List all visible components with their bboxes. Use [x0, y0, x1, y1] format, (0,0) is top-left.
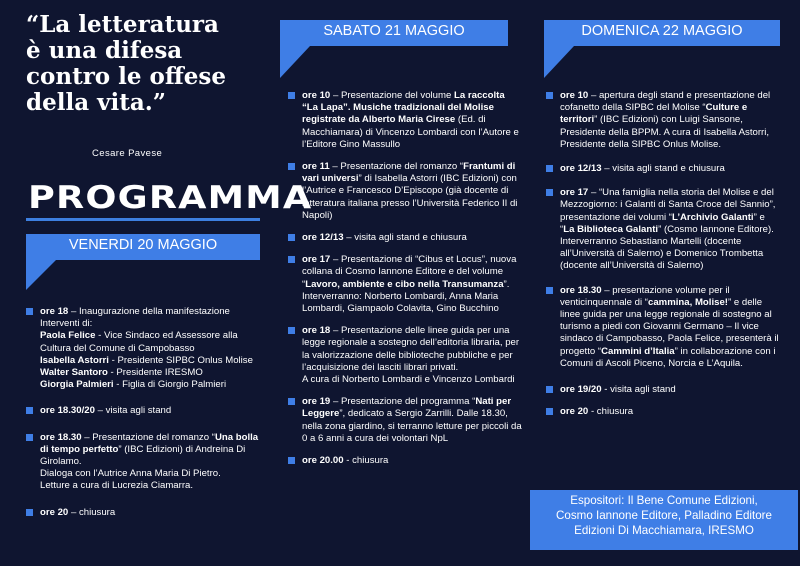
- event-item: [26, 405, 262, 417]
- bullet-icon: [546, 92, 553, 99]
- day-title: VENERDI 20 MAGGIO: [68, 237, 218, 253]
- event-text: [560, 163, 780, 175]
- event-text: [302, 325, 522, 374]
- event-time: ore 17: [560, 187, 589, 199]
- event-detail-line: Walter Santoro - Presidente IRESMO: [40, 367, 203, 379]
- day-title: DOMENICA 22 MAGGIO: [581, 23, 743, 39]
- quote-line: “La letteratura: [26, 11, 219, 38]
- event-description: – Inaugurazione della manifestazione: [68, 306, 230, 317]
- event-detail-line: Dialoga con l’Autrice Anna Maria Di Pietro.: [40, 468, 221, 480]
- espositori-line: Edizioni Di Macchiamara, IRESMO: [574, 524, 754, 537]
- event-time: ore 12/13: [560, 163, 602, 175]
- event-description: – Presentazione del romanzo “Una bolla di tempo perfetto” (IBC Edizioni) di Andreina Di Girolamo.: [40, 431, 259, 468]
- banner-pointer: [26, 260, 56, 290]
- event-description: – Presentazione di “Cibus et Locus”, nuova collana di Cosmo Iannone Editore e del volume “Lavoro, ambiente e cibo nella Transumanza”. Interverranno: Norberto Lombardi, Anna Maria Lombardi, Giampaolo Colavita, Gino Bucchino: [302, 254, 517, 315]
- event-description: – “Una famiglia nella storia del Molise e del Mezzogiorno: i Galanti di Santa Croce del Sannio”, presentazione dei volumi “L’Archivio Galanti” e “La Biblioteca Galanti” (Cosmo Iannone Editore). Interverranno Sebastiano Martelli (docente all’Università di Salerno) e Domenico Trombetta (docente all’Università di Salerno): [560, 187, 776, 272]
- event-description: – apertura degli stand e presentazione del cofanetto della SIPBC del Molise “Culture e territori” (IBC Edizioni) con Luigi Sansone, Presidente della BPPM. A cura di Isabella Astorri, Presidente della SIPBC Onlus Molise.: [560, 90, 771, 150]
- event-text: [560, 384, 780, 396]
- event-description: - chiusura: [343, 455, 389, 467]
- day-banner-friday: [26, 234, 260, 260]
- bullet-icon: [288, 398, 295, 405]
- event-time: ore 11: [302, 161, 330, 173]
- event-time: ore 19/20: [560, 384, 602, 396]
- day-banner-sunday: [544, 20, 780, 46]
- event-item: [288, 455, 522, 467]
- bullet-icon: [26, 434, 33, 441]
- event-description: - visita agli stand: [601, 384, 676, 396]
- banner-pointer: [280, 46, 310, 78]
- event-text: [302, 396, 522, 445]
- event-text: [302, 232, 522, 244]
- bullet-icon: [546, 408, 553, 415]
- day-title: SABATO 21 MAGGIO: [323, 23, 465, 39]
- event-time: ore 18.30/20: [40, 405, 95, 417]
- event-time: ore 17: [302, 254, 331, 266]
- event-time: ore 10: [302, 90, 331, 101]
- event-time: ore 18.30: [40, 431, 82, 443]
- events-friday: [26, 306, 262, 533]
- event-item: [26, 432, 262, 493]
- event-description: – Presentazione del programma “Nati per Leggere”, dedicato a Sergio Zarrilli. Dalle 18.30, nella zona giardino, si terranno letture per piccoli da 0 a 6 anni a cura dei volontari NpL: [302, 396, 522, 444]
- bullet-icon: [288, 256, 295, 263]
- event-time: ore 20: [40, 506, 69, 518]
- event-time: ore 18.30: [560, 284, 602, 296]
- quote-line: contro le offese: [26, 63, 226, 90]
- quote-author: Cesare Pavese: [92, 148, 163, 159]
- event-detail-line: Isabella Astorri - Presidente SIPBC Onlus Molise: [40, 354, 253, 366]
- event-time: ore 20.00: [302, 455, 344, 467]
- programma-title: PROGRAMMA: [28, 180, 313, 216]
- event-detail-line: Letture a cura di Lucrezia Ciamarra.: [40, 480, 194, 492]
- bullet-icon: [26, 308, 33, 315]
- event-description: – Presentazione del volume La raccolta “La Lapa”. Musiche tradizionali del Molise registrate da Alberto Maria Cirese (Ed. di Macchiamara) di Vincenzo Lombardi con l’Autore e l’Editore Gino Massullo: [302, 90, 519, 150]
- event-item: [546, 384, 780, 396]
- bullet-icon: [26, 509, 33, 516]
- bullet-icon: [26, 407, 33, 414]
- event-description: – visita agli stand: [94, 405, 172, 417]
- event-text: [40, 432, 262, 469]
- event-item: [26, 306, 262, 391]
- event-time: ore 20: [560, 406, 589, 418]
- event-item: [288, 254, 522, 315]
- bullet-icon: [288, 457, 295, 464]
- event-item: [26, 507, 262, 519]
- event-item: [288, 232, 522, 244]
- event-text: [560, 90, 780, 151]
- event-text: [302, 90, 522, 151]
- event-item: [546, 406, 780, 418]
- event-detail-line: Giorgia Palmieri - Figlia di Giorgio Palmieri: [40, 379, 227, 391]
- event-item: [546, 90, 780, 151]
- event-text: [302, 254, 522, 315]
- event-text: [40, 306, 262, 318]
- bullet-icon: [546, 189, 553, 196]
- bullet-icon: [288, 92, 295, 99]
- event-item: [546, 285, 780, 370]
- event-text: [302, 455, 522, 467]
- day-banner-saturday: [280, 20, 508, 46]
- event-text: [560, 187, 780, 272]
- event-item: [288, 325, 522, 386]
- event-description: – Presentazione del romanzo “Frantumi di vari universi” di Isabella Astorri (IBC Edizioni) con l’Autrice e Francesco D’Episcopo (già docente di letteratura italiana presso l’Università Federico II di Napoli): [302, 161, 518, 221]
- bullet-icon: [546, 165, 553, 172]
- programma-underline: [26, 218, 260, 221]
- espositori-line: Espositori: Il Bene Comune Edizioni,: [570, 494, 758, 507]
- bullet-icon: [288, 234, 295, 241]
- events-saturday: [288, 90, 522, 477]
- events-sunday: [546, 90, 780, 428]
- event-time: ore 18: [40, 306, 69, 317]
- bullet-icon: [288, 327, 295, 334]
- event-text: [302, 161, 522, 222]
- espositori-box: [530, 490, 798, 550]
- espositori-line: Cosmo Iannone Editore, Palladino Editore: [556, 509, 772, 522]
- bullet-icon: [546, 386, 553, 393]
- event-description: – presentazione volume per il venticinquennale di “cammina, Molise!” e delle linee guida per una legge regionale di sostegno al turismo a piedi con Giovanni Germano – Il vice sindaco di Campobasso, Paola Felice, presenterà il progetto “Cammini d’Italia” in collaborazione con i Comuni di Ascoli Piceno, Norcia e L’Aquila.: [560, 284, 779, 369]
- event-text: [40, 405, 262, 417]
- banner-pointer: [544, 46, 574, 78]
- event-item: [546, 187, 780, 272]
- event-item: [546, 163, 780, 175]
- event-time: ore 18: [302, 325, 331, 337]
- event-description: – Presentazione delle linee guida per una legge regionale a sostegno dell’editoria libraria, per la valorizzazione delle biblioteche pubbliche e per l’acquisizione dei lasciti librari privati.: [302, 325, 520, 373]
- event-description: – visita agli stand e chiusura: [343, 232, 467, 244]
- quote-line: della vita.”: [26, 89, 166, 116]
- event-detail-line: A cura di Norberto Lombardi e Vincenzo Lombardi: [302, 374, 515, 386]
- event-description: - chiusura: [588, 406, 634, 418]
- event-item: [288, 90, 522, 151]
- event-description: – chiusura: [68, 506, 116, 518]
- quote-line: è una difesa: [26, 37, 183, 64]
- event-time: ore 12/13: [302, 232, 344, 244]
- event-item: [288, 396, 522, 445]
- event-text: [560, 285, 780, 370]
- event-description: – visita agli stand e chiusura: [601, 163, 725, 175]
- event-time: ore 19: [302, 396, 331, 408]
- event-detail-line: Interventi di:: [40, 318, 93, 330]
- quote: [26, 12, 256, 116]
- event-time: ore 10: [560, 90, 589, 101]
- event-item: [288, 161, 522, 222]
- bullet-icon: [546, 287, 553, 294]
- event-text: [40, 507, 262, 519]
- event-text: [560, 406, 780, 418]
- event-detail-line: Paola Felice - Vice Sindaco ed Assessore alla Cultura del Comune di Campobasso: [40, 330, 238, 354]
- bullet-icon: [288, 163, 295, 170]
